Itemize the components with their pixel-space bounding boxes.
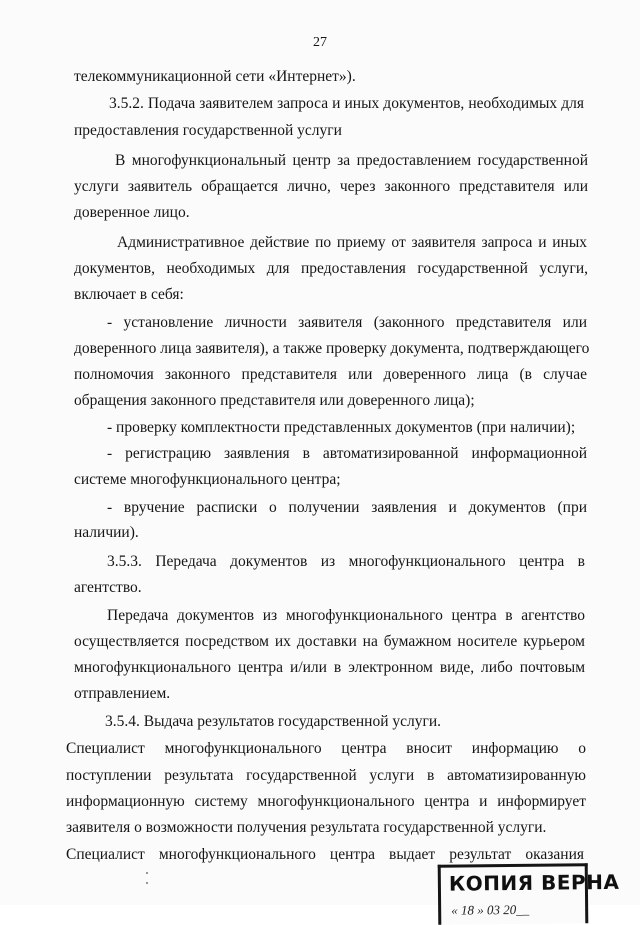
text-line: - вручение расписки о получении заявления и документов (при (107, 499, 587, 516)
text-line: Специалист многофункционального центра выдает результат оказания (66, 846, 584, 863)
text-line: обращения законного представителя или доверенного лица); (74, 392, 475, 409)
scan-speck (146, 872, 148, 874)
text-line: системе многофункционального центра; (74, 471, 341, 488)
copy-certified-stamp (438, 863, 620, 925)
text-line: включает в себя: (74, 286, 184, 303)
text-line: доверенное лицо. (74, 204, 190, 221)
text-line: 3.5.2. Подача заявителем запроса и иных документов, необходимых для (109, 95, 584, 112)
text-line: поступлении результата государственной услуги в автоматизированную (66, 767, 586, 784)
text-line: Специалист многофункционального центра вносит информацию о (66, 740, 586, 757)
stamp-title: КОПИЯ ВЕРНА (448, 869, 620, 896)
text-line: услуги заявитель обращается лично, через законного представителя или (74, 178, 588, 195)
text-line: - проверку комплектности представленных документов (при наличии); (107, 419, 576, 436)
text-line: 3.5.4. Выдача результатов государственной услуги. (105, 713, 442, 730)
text-line: агентство. (74, 579, 142, 596)
text-line: осуществляется посредством их доставки на бумажном носителе курьером (74, 633, 585, 650)
text-line: заявителя о возможности получения результата государственной услуги. (66, 819, 547, 836)
text-line: отправлением. (74, 685, 171, 702)
text-line: - регистрацию заявления в автоматизированной информационной (107, 445, 587, 462)
page-number: 27 (313, 35, 327, 50)
scan-speck (146, 882, 148, 884)
text-line: телекоммуникационной сети «Интернет»). (74, 68, 356, 85)
text-line: полномочия законного представителя или доверенного лица (в случае (74, 366, 587, 383)
text-line: доверенного лица заявителя), а также проверку документа, подтверждающего (74, 340, 590, 357)
text-line: документов, необходимых для предоставления государственной услуги, (74, 260, 588, 277)
text-line: Административное действие по приему от заявителя запроса и иных (117, 234, 587, 251)
text-line: наличии). (74, 524, 139, 541)
stamp-date: « 18 » 03 20__ (451, 901, 530, 918)
text-line: предоставления государственной услуги (74, 122, 342, 139)
text-line: - установление личности заявителя (законного представителя или (107, 314, 587, 331)
text-line: информационную систему многофункционального центра и информирует (66, 793, 586, 810)
text-line: многофункционального центра и/или в электронном виде, либо почтовым (74, 659, 585, 676)
text-line: 3.5.3. Передача документов из многофункционального центра в (107, 553, 585, 570)
text-line: В многофункциональный центр за предоставлением государственной (115, 152, 588, 169)
text-line: Передача документов из многофункционального центра в агентство (107, 607, 585, 624)
